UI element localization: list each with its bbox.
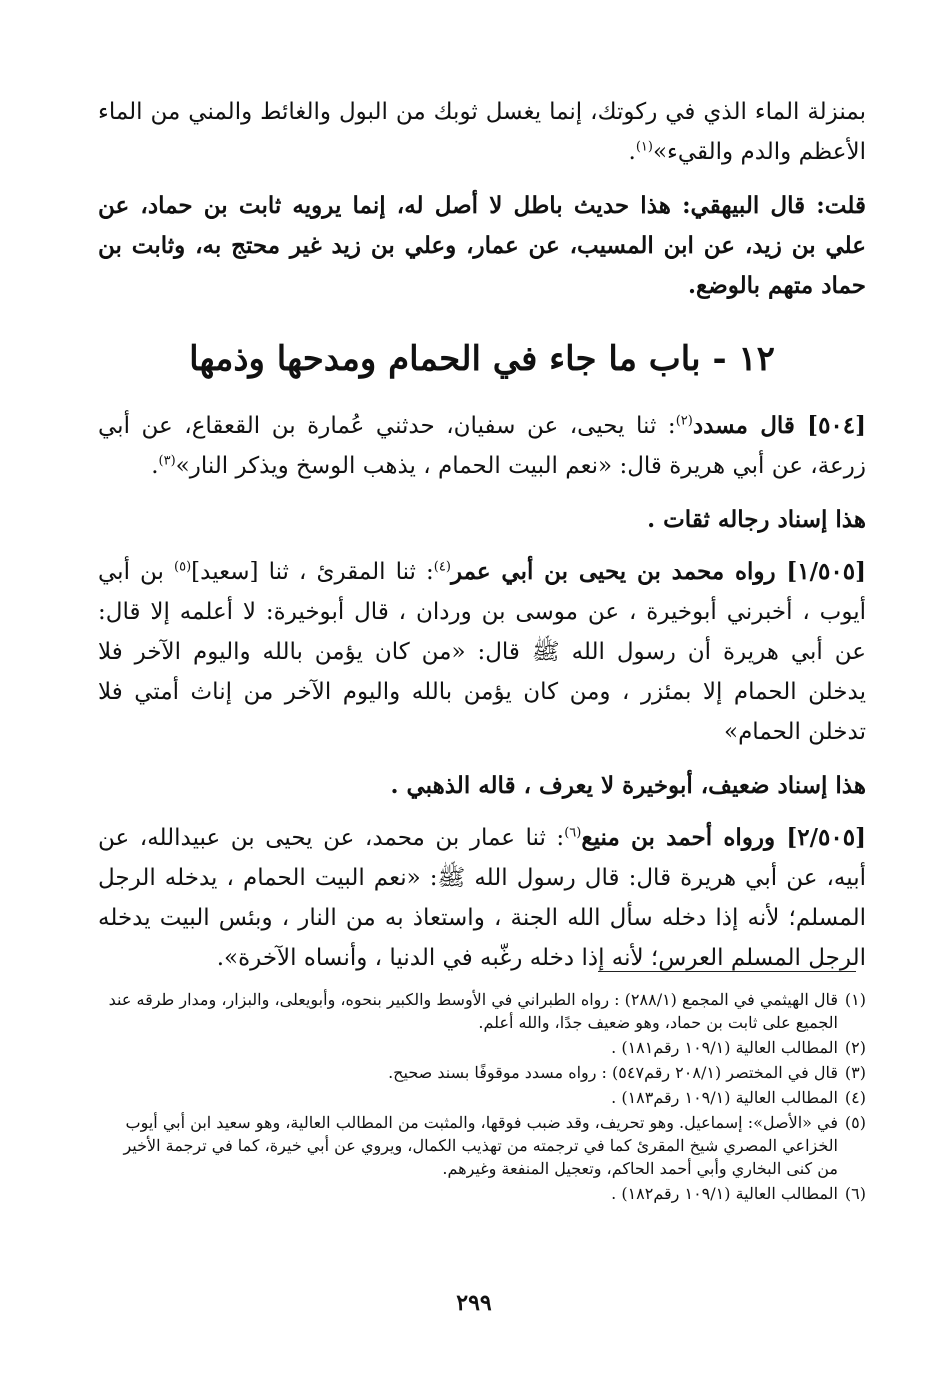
footnote-1 xyxy=(98,988,866,1034)
footnote-4 xyxy=(98,1086,866,1109)
paragraph-2: قلت: قال البيهقي: هذا حديث باطل لا أصل له، إنما يرويه ثابت بن حماد، عن علي بن زيد، عن ابن المسيب، عن عمار، وعلي بن زيد غير محتج به، وثابت بن حماد متهم بالوضع. xyxy=(98,192,866,299)
footnote-number: (٥) xyxy=(844,1113,866,1132)
footnote-text: قال الهيثمي في المجمع (٢٨٨/١) : رواه الطبراني في الأوسط والكبير بنحوه، وأبويعلى، والبزار، ومدار طرقه عند الجميع على ثابت بن حماد، وهو ضعيف جدًا، والله أعلم. xyxy=(108,990,838,1032)
hadith-505-2-label: [٢/٥٠٥] ورواه أحمد بن منيع xyxy=(581,824,866,851)
main-text xyxy=(98,92,866,992)
footnote-5 xyxy=(98,1111,866,1180)
isnad-note-2: هذا إسناد ضعيف، أبوخيرة لا يعرف ، قاله الذهبي . xyxy=(390,772,866,799)
hadith-505-1 xyxy=(98,552,866,752)
footnote-6 xyxy=(98,1182,866,1205)
hadith-505-1-label: [١/٥٠٥] رواه محمد بن يحيى بن أبي عمر xyxy=(450,558,866,585)
footnote-number: (٢) xyxy=(844,1038,866,1057)
footnote-number: (٣) xyxy=(844,1063,866,1082)
footnote-2 xyxy=(98,1036,866,1059)
footnote-ref-3: (٣) xyxy=(158,453,176,469)
footnote-ref-1: (١) xyxy=(635,139,653,155)
footnote-text: قال في المختصر (٢٠٨/١ رقم٥٤٧) : رواه مسدد موقوفًا بسند صحيح. xyxy=(388,1063,838,1082)
footnote-ref-2: (٢) xyxy=(675,413,693,429)
isnad-note-1: هذا إسناد رجاله ثقات . xyxy=(647,506,866,533)
footnote-text: المطالب العالية (١٠٩/١ رقم١٨٣) . xyxy=(611,1088,838,1107)
hadith-505-1-text-b: بن أبي أيوب ، أخبرني أبوخيرة ، عن موسى بن وردان ، قال أبوخيرة: لا أعلمه إلا قال: عن أبي هريرة أن رسول الله ﷺ قال: «من كان يؤمن بالله واليوم الآخر فلا يدخلن الحمام إلا بمئزر ، ومن كان يؤمن بالله واليوم الآخر من إناث أمتي فلا تدخلن الحمام» xyxy=(98,559,866,745)
footnote-text: المطالب العالية (١٠٩/١ رقم١٨٢) . xyxy=(611,1184,838,1203)
hadith-504-end: . xyxy=(151,453,159,479)
footnote-number: (١) xyxy=(844,990,866,1009)
footnote-number: (٤) xyxy=(844,1088,866,1107)
footnote-text: المطالب العالية (١٠٩/١ رقم١٨١) . xyxy=(611,1038,838,1057)
paragraph-1-text: بمنزلة الماء الذي في ركوتك، إنما يغسل ثوبك من البول والغائط والمني من الماء الأعظم والدم والقيء» xyxy=(98,99,866,165)
hadith-504 xyxy=(98,406,866,486)
page-number: ٢٩٩ xyxy=(456,1290,492,1316)
hadith-504-label: [٥٠٤] قال مسدد xyxy=(692,412,867,439)
footnote-text: في «الأصل»: إسماعيل. وهو تحريف، وقد ضبب فوقها، والمثبت من المطالب العالية، وهو سعيد ابن أبي أيوب الخزاعي المصري شيخ المقرئ كما في ترجمته من تهذيب الكمال، ويروي عن أبي خيرة، كما في ترجمة الأخير من كنى البخاري وأبي أحمد الحاكم، وتعجيل المنفعة وغيرهم. xyxy=(123,1113,838,1178)
footnotes xyxy=(98,988,866,1207)
paragraph-1-end: . xyxy=(628,139,636,165)
hadith-505-2 xyxy=(98,818,866,978)
footnote-number: (٦) xyxy=(844,1184,866,1203)
footnote-ref-5: (٥) xyxy=(174,559,192,575)
footnote-3 xyxy=(98,1061,866,1084)
footnote-ref-6: (٦) xyxy=(564,825,582,841)
footnote-divider xyxy=(598,971,856,972)
footnote-ref-4: (٤) xyxy=(433,559,451,575)
chapter-heading: ١٢ - باب ما جاء في الحمام ومدحها وذمها xyxy=(189,339,775,379)
hadith-505-2-text: : ثنا عمار بن محمد، عن يحيى بن عبيدالله، عن أبيه، عن أبي هريرة قال: قال رسول الله ﷺ: «نعم البيت الحمام ، يدخله الرجل المسلم؛ لأنه إذا دخله سأل الله الجنة ، واستعاذ به من النار ، وبئس البيت يدخله الرجل المسلم العرس؛ لأنه إذا دخله رغّبه في الدنيا ، وأنساه الآخرة». xyxy=(98,825,866,971)
hadith-504-text: : ثنا يحيى، عن سفيان، حدثني عُمارة بن القعقاع، عن أبي زرعة، عن أبي هريرة قال: «نعم البيت الحمام ، يذهب الوسخ ويذكر النار» xyxy=(98,413,866,479)
paragraph-1 xyxy=(98,92,866,172)
hadith-505-1-text-a: : ثنا المقرئ ، ثنا [سعيد] xyxy=(191,559,434,585)
